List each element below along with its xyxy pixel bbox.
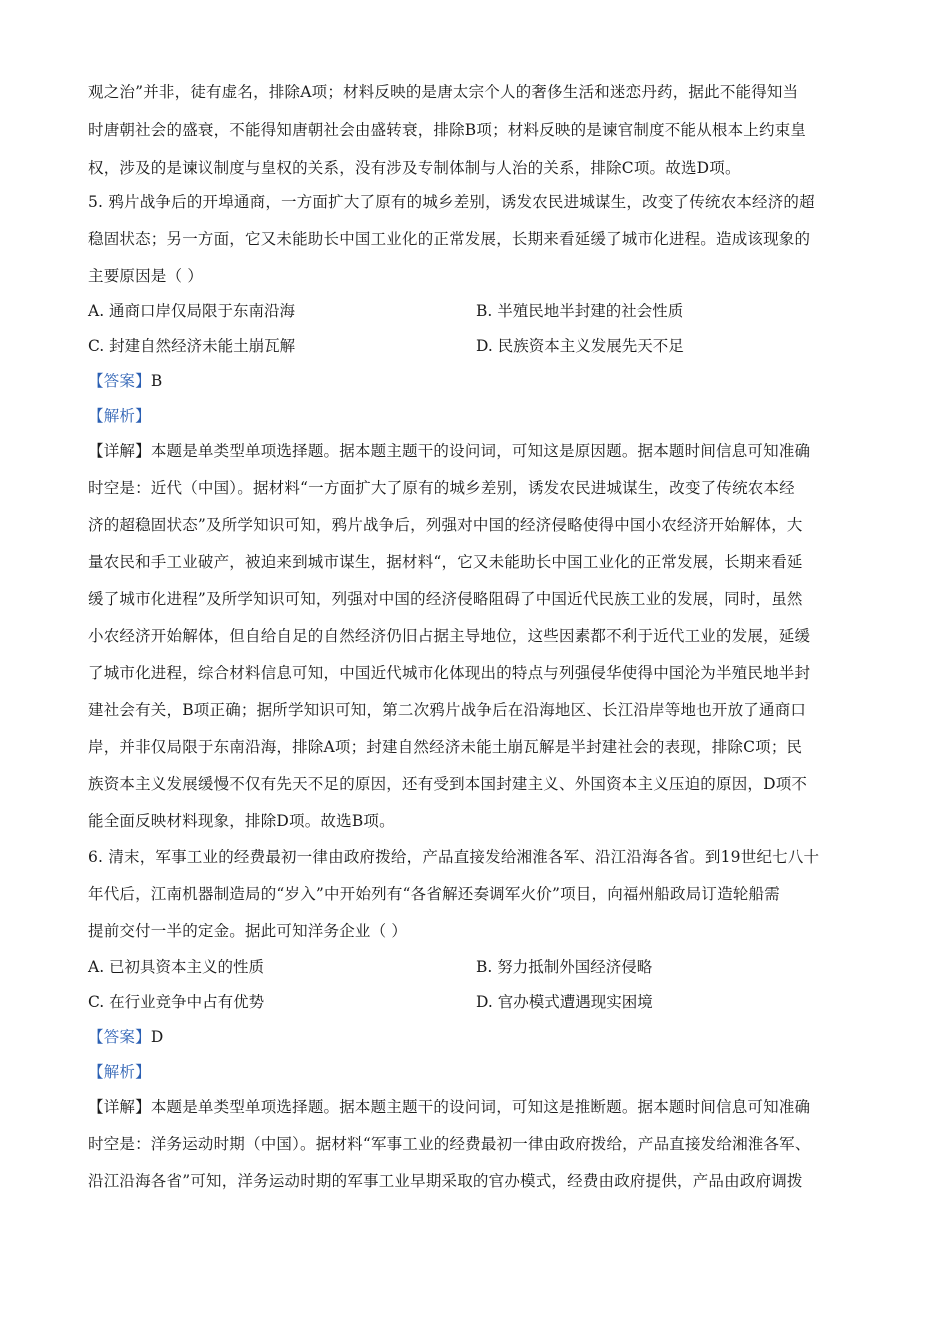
q5-answer-value: B — [150, 372, 163, 390]
q5-detail-line-5: 缓了城市化进程”及所学知识可知，列强对中国的经济侵略阻碍了中国近代民族工业的发展，同时，虽然 — [88, 590, 803, 608]
q6-option-b: B. 努力抵制外国经济侵略 — [476, 958, 653, 976]
q5-detail-line-1 — [88, 439, 868, 463]
prev-explain-line-3: 权，涉及的是谏议制度与皇权的关系，没有涉及专制体制与人治的关系，排除C项。故选D项。 — [88, 159, 741, 177]
q5-detail-tag: 【详解】 — [88, 442, 151, 460]
q5-detail-line-4: 量农民和手工业破产，被迫来到城市谋生，据材料“，它又未能助长中国工业化的正常发展，长期来看延 — [88, 553, 803, 571]
q6-answer-tag: 【答案】 — [88, 1028, 151, 1046]
q6-detail-tag: 【详解】 — [88, 1098, 151, 1116]
q5-option-a: A. 通商口岸仅局限于东南沿海 — [88, 302, 296, 320]
q5-stem-line-3: 主要原因是（ ） — [88, 267, 204, 285]
q5-detail-line-3: 济的超稳固状态”及所学知识可知，鸦片战争后，列强对中国的经济侵略使得中国小农经济开始解体，大 — [88, 516, 803, 534]
prev-explain-line-2: 时唐朝社会的盛衰，不能得知唐朝社会由盛转衰，排除B项；材料反映的是谏官制度不能从根本上约束皇 — [88, 121, 807, 139]
q5-detail-line-6: 小农经济开始解体，但自给自足的自然经济仍旧占据主导地位，这些因素都不利于近代工业的发展，延缓 — [88, 627, 811, 645]
q5-answer-line — [88, 369, 868, 393]
q5-detail-text-1: 本题是单类型单项选择题。据本题主题干的设问词，可知这是原因题。据本题时间信息可知准确 — [150, 442, 811, 460]
q5-stem-line-2: 稳固状态；另一方面，它又未能助长中国工业化的正常发展，长期来看延缓了城市化进程。造成该现象的 — [88, 230, 811, 248]
q5-detail-line-9: 岸，并非仅局限于东南沿海，排除A项；封建自然经济未能土崩瓦解是半封建社会的表现，排除C项；民 — [88, 738, 803, 756]
q5-detail-line-11: 能全面反映材料现象，排除D项。故选B项。 — [88, 812, 395, 830]
q6-detail-line-3: 沿江沿海各省”可知，洋务运动时期的军事工业早期采取的官办模式，经费由政府提供，产品由政府调拨 — [88, 1172, 803, 1190]
q6-answer-value: D — [150, 1028, 164, 1046]
q6-detail-line-1 — [88, 1095, 868, 1119]
q5-option-c: C. 封建自然经济未能土崩瓦解 — [88, 337, 296, 355]
q6-detail-text-1: 本题是单类型单项选择题。据本题主题干的设问词，可知这是推断题。据本题时间信息可知准确 — [150, 1098, 811, 1116]
q6-detail-line-2: 时空是：洋务运动时期（中国）。据材料“军事工业的经费最初一律由政府拨给，产品直接发给湘淮各军、 — [88, 1135, 811, 1153]
q5-stem-line-1: 5. 鸦片战争后的开埠通商，一方面扩大了原有的城乡差别，诱发农民进城谋生，改变了传统农本经济的超 — [88, 193, 815, 211]
q6-analysis-tag: 【解析】 — [88, 1063, 151, 1081]
prev-explain-line-1: 观之治”并非，徒有虚名，排除A项；材料反映的是唐太宗个人的奢侈生活和迷恋丹药，据此不能得知当 — [88, 83, 799, 101]
q6-stem-line-1: 6. 清末，军事工业的经费最初一律由政府拨给，产品直接发给湘淮各军、沿江沿海各省。到19世纪七八十 — [88, 848, 820, 866]
q5-option-d: D. 民族资本主义发展先天不足 — [476, 337, 684, 355]
q6-option-d: D. 官办模式遭遇现实困境 — [476, 993, 653, 1011]
q5-detail-line-7: 了城市化进程，综合材料信息可知，中国近代城市化体现出的特点与列强侵华使得中国沦为半殖民地半封 — [88, 664, 811, 682]
q5-answer-tag: 【答案】 — [88, 372, 151, 390]
q5-detail-line-2: 时空是：近代（中国）。据材料“一方面扩大了原有的城乡差别，诱发农民进城谋生，改变了传统农本经 — [88, 479, 795, 497]
q5-option-b: B. 半殖民地半封建的社会性质 — [476, 302, 684, 320]
q6-option-c: C. 在行业竞争中占有优势 — [88, 993, 265, 1011]
q6-stem-line-2: 年代后，江南机器制造局的“岁入”中开始列有“各省解还奏调军火价”项目，向福州船政局订造轮船需 — [88, 885, 780, 903]
q5-analysis-tag: 【解析】 — [88, 407, 151, 425]
q5-detail-line-8: 建社会有关，B项正确；据所学知识可知，第二次鸦片战争后在沿海地区、长江沿岸等地也开放了通商口 — [88, 701, 807, 719]
q6-answer-line — [88, 1025, 868, 1049]
q6-stem-line-3: 提前交付一半的定金。据此可知洋务企业（ ） — [88, 922, 408, 940]
q5-detail-line-10: 族资本主义发展缓慢不仅有先天不足的原因，还有受到本国封建主义、外国资本主义压迫的原因，D项不 — [88, 775, 808, 793]
q6-option-a: A. 已初具资本主义的性质 — [88, 958, 265, 976]
